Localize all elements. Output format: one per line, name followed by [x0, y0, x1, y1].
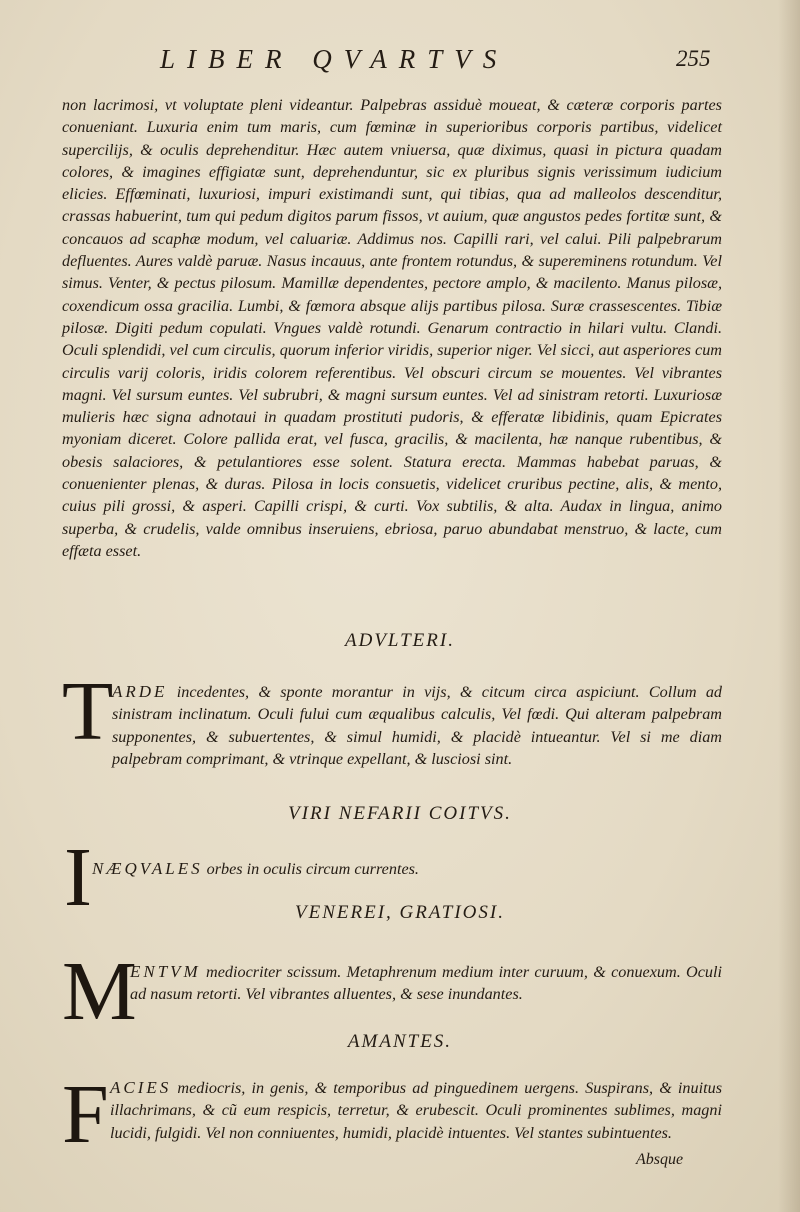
lead-caps-amantes: ACIES	[110, 1078, 172, 1097]
paragraph-amantes-text: mediocris, in genis, & temporibus ad pinguedinem uergens. Suspirans, & inuitus illachrimans, & cũ eum respicis, terretur, & erubescit. Oculi prominentes sublimes, magni lucidi, fulgidi. Vel non conniuentes, humidi, placidè intuentes. Vel stantes subintuentes.	[110, 1079, 722, 1142]
paragraph-amantes	[110, 1077, 722, 1144]
section-heading-venerei: VENEREI, GRATIOSI.	[295, 902, 505, 923]
main-paragraph	[62, 94, 722, 562]
paragraph-adulteri	[112, 681, 722, 770]
section-heading-viri-nefarii: VIRI NEFARII COITVS.	[288, 803, 512, 824]
lead-caps-adulteri: ARDE	[112, 682, 168, 701]
drop-cap-m: M	[62, 945, 137, 1038]
catchword: Absque	[636, 1151, 684, 1168]
lead-caps-viri-nefarii: NÆQVALES	[92, 859, 203, 878]
paragraph-venerei-text: mediocriter scissum. Metaphrenum medium inter curuum, & conuexum. Oculi ad nasum retorti. Vel vibrantes alluentes, & sese inundantes.	[130, 963, 722, 1004]
drop-cap-i: I	[64, 831, 92, 924]
paragraph-viri-nefarii-text: orbes in oculis circum currentes.	[206, 860, 419, 878]
drop-cap-t: T	[62, 665, 114, 758]
page-number: 255	[676, 46, 711, 71]
page-header	[0, 44, 800, 80]
running-title: LIBER QVARTVS	[160, 44, 509, 74]
paragraph-viri-nefarii	[92, 858, 722, 880]
paragraph-adulteri-text: incedentes, & sponte morantur in vijs, & citcum circa aspiciunt. Collum ad sinistram inclinatum. Oculi fului cum æqualibus calculis, Vel fœdi. Qui alteram palpebram supponentes, & subuertentes, & simul humidi, & placidè intueantur. Vel si me diam palpebram comprimant, & vtrinque expellant, & lusciosi sint.	[112, 683, 723, 768]
drop-cap-f: F	[62, 1068, 109, 1161]
section-heading-adulteri: ADVLTERI.	[345, 630, 455, 651]
main-paragraph-text: non lacrimosi, vt voluptate pleni videantur. Palpebras assiduè moueat, & cæteræ corporis partes conueniant. Luxuria enim tum maris, cum fœminæ in superioribus corporis partibus, videlicet supercilijs, & oculis deprehenditur. Hæc autem vniuersa, quæ diximus, quasi in pictura quadam colores, & imagines effigiatæ sunt, deprehenduntur, sic ex pluribus signis verissimum iudicium elicies. Effœminati, luxuriosi, impuri existimandi sunt, qui tibias, qua ad malleolos descenditur, crassas habuerint, tum qui pedum digitos parum fissos, vt auium, quæ angustos pedes fortitæ sunt, & concauos ad scaphæ modum, vel caluariæ. Addimus nos. Capilli rari, vel calui. Pili palpebrarum defluentes. Aures valdè paruæ. Nasus incauus, ante frontem rotundus, & supereminens rotundum. Vel simus. Venter, & pectus pilosum. Mamillæ dependentes, pectore amplo, & macilento. Manus pilosæ, coxendicum ossa gracilia. Lumbi, & fœmora absque alijs partibus pilosa. Suræ crassescentes. Tibiæ pilosæ. Digiti pedum copulati. Vngues valdè rotundi. Genarum contractio in hilari vultu. Clandi. Oculi splendidi, vel cum circulis, quorum inferior viridis, superior niger. Vel sicci, aut asperiores cum circulis varij coloris, iridis colorem referentibus. Vel obscuri circum se mouentes. Vel vibrantes magni. Vel sursum euntes. Vel subrubri, & magni sursum euntes. Vel ad sinistram retorti. Luxuriosæ mulieris hæc signa adnotaui in quadam prostituti pudoris, & efferatæ libidinis, quam Epicrates myoniam diceret. Colore pallida erat, vel fusca, gracilis, & macilenta, hæ nanque rubentibus, & obesis salaciores, & petulantiores esse solent. Statura erecta. Mammas habebat paruas, & conuenienter plenas, & duras. Pilosa in locis consuetis, videlicet cruribus pectine, alis, & mento, cuius pili grossi, & asperi. Capilli crispi, & curti. Vox subtilis, & alta. Audax in lingua, animo superba, & crudelis, valde omnibus inseruiens, ebriosa, paruo abundabat menstruo, & lacte, cum effæta esset.	[62, 96, 722, 560]
section-heading-amantes: AMANTES.	[347, 1031, 453, 1052]
paragraph-venerei	[130, 961, 722, 1006]
lead-caps-venerei: ENTVM	[130, 962, 201, 981]
